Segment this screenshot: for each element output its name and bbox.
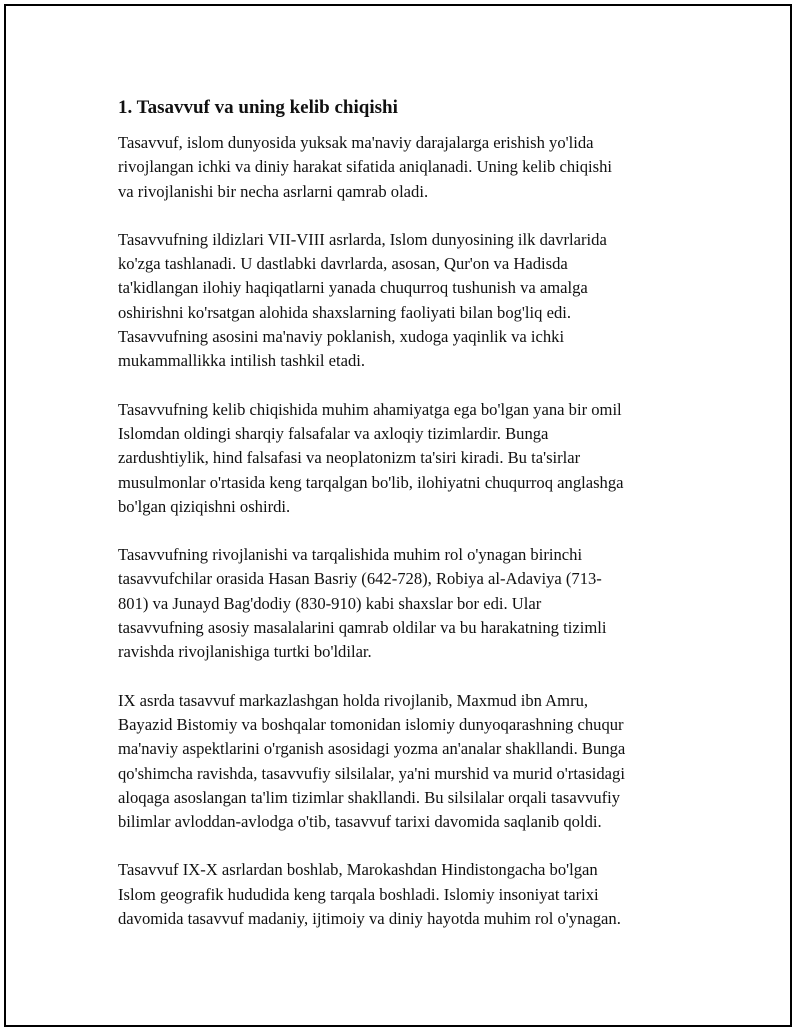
paragraph-line: oshirishni ko'rsatgan alohida shaxslarning faoliyati bilan bog'liq edi. [118,302,572,322]
paragraph-line: bo'lgan qiziqishni oshirdi. [118,496,291,516]
paragraph-line: ta'kidlangan ilohiy haqiqatlarni yanada chuqurroq tushunish va amalga [118,278,588,298]
paragraph-line: ma'naviy aspektlarini o'rganish asosidagi yozma an'analar shakllandi. Bunga [118,739,626,759]
paragraph-line: Islom geografik hududida keng tarqala boshladi. Islomiy insoniyat tarixi [118,884,599,904]
paragraph-line: 801) va Junayd Bag'dodiy (830-910) kabi shaxslar bor edi. Ular [118,593,542,613]
paragraph-line: Islomdan oldingi sharqiy falsafalar va axloqiy tizimlardir. Bunga [118,423,549,443]
paragraph-line: rivojlangan ichki va diniy harakat sifatida aniqlanadi. Uning kelib chiqishi [118,157,612,177]
paragraph-line: Tasavvufning asosini ma'naviy poklanish, xudoga yaqinlik va ichki [118,327,565,347]
paragraph-line: ko'zga tashlanadi. U dastlabki davrlarda, asosan, Qur'on va Hadisda [118,254,568,274]
paragraph-line: Tasavvuf, islom dunyosida yuksak ma'naviy darajalarga erishish yo'lida [118,133,594,152]
paragraph-line: Tasavvufning ildizlari VII-VIII asrlarda, Islom dunyosining ilk davrlarida [118,229,607,249]
paragraph-line: Tasavvuf IX-X asrlardan boshlab, Marokashdan Hindistongacha bo'lgan [118,860,598,880]
paragraph-5 [118,689,698,835]
paragraph-line: Tasavvufning rivojlanishi va tarqalishida muhim rol o'ynagan birinchi [118,545,583,565]
paragraph-6 [118,858,698,931]
paragraph-line: ravishda rivojlanishiga turtki bo'ldilar. [118,642,372,662]
paragraph-line: Bayazid Bistomiy va boshqalar tomonidan islomiy dunyoqarashning chuqur [118,714,624,734]
paragraph-line: tasavvufning asosiy masalalarini qamrab oldilar va bu harakatning tizimli [118,618,607,638]
document-body [118,95,698,955]
paragraph-line: tasavvufchilar orasida Hasan Basriy (642-728), Robiya al-Adaviya (713- [118,569,602,589]
paragraph-line: aloqaga asoslangan ta'lim tizimlar shakllandi. Bu silsilalar orqali tasavvufiy [118,787,621,807]
section-heading: 1. Tasavvuf va uning kelib chiqishi [118,97,398,118]
paragraph-line: qo'shimcha ravishda, tasavvufiy silsilalar, ya'ni murshid va murid o'rtasidagi [118,763,625,783]
paragraph-line: mukammallikka intilish tashkil etadi. [118,351,366,371]
paragraph-line: davomida tasavvuf madaniy, ijtimoiy va diniy hayotda muhim rol o'ynagan. [118,909,621,929]
paragraph-line: IX asrda tasavvuf markazlashgan holda rivojlanib, Maxmud ibn Amru, [118,690,589,710]
paragraph-1 [118,131,698,204]
paragraph-2 [118,228,698,374]
paragraph-3 [118,398,698,519]
paragraph-line: va rivojlanishi bir necha asrlarni qamrab oladi. [118,181,429,201]
paragraph-4 [118,543,698,664]
paragraph-line: bilimlar avloddan-avlodga o'tib, tasavvuf tarixi davomida saqlanib qoldi. [118,812,602,832]
paragraph-line: musulmonlar o'rtasida keng tarqalgan bo'lib, ilohiyatni chuqurroq anglashga [118,472,624,492]
paragraph-line: Tasavvufning kelib chiqishida muhim ahamiyatga ega bo'lgan yana bir omil [118,399,622,419]
paragraph-line: zardushtiylik, hind falsafasi va neoplatonizm ta'siri kiradi. Bu ta'sirlar [118,448,581,468]
